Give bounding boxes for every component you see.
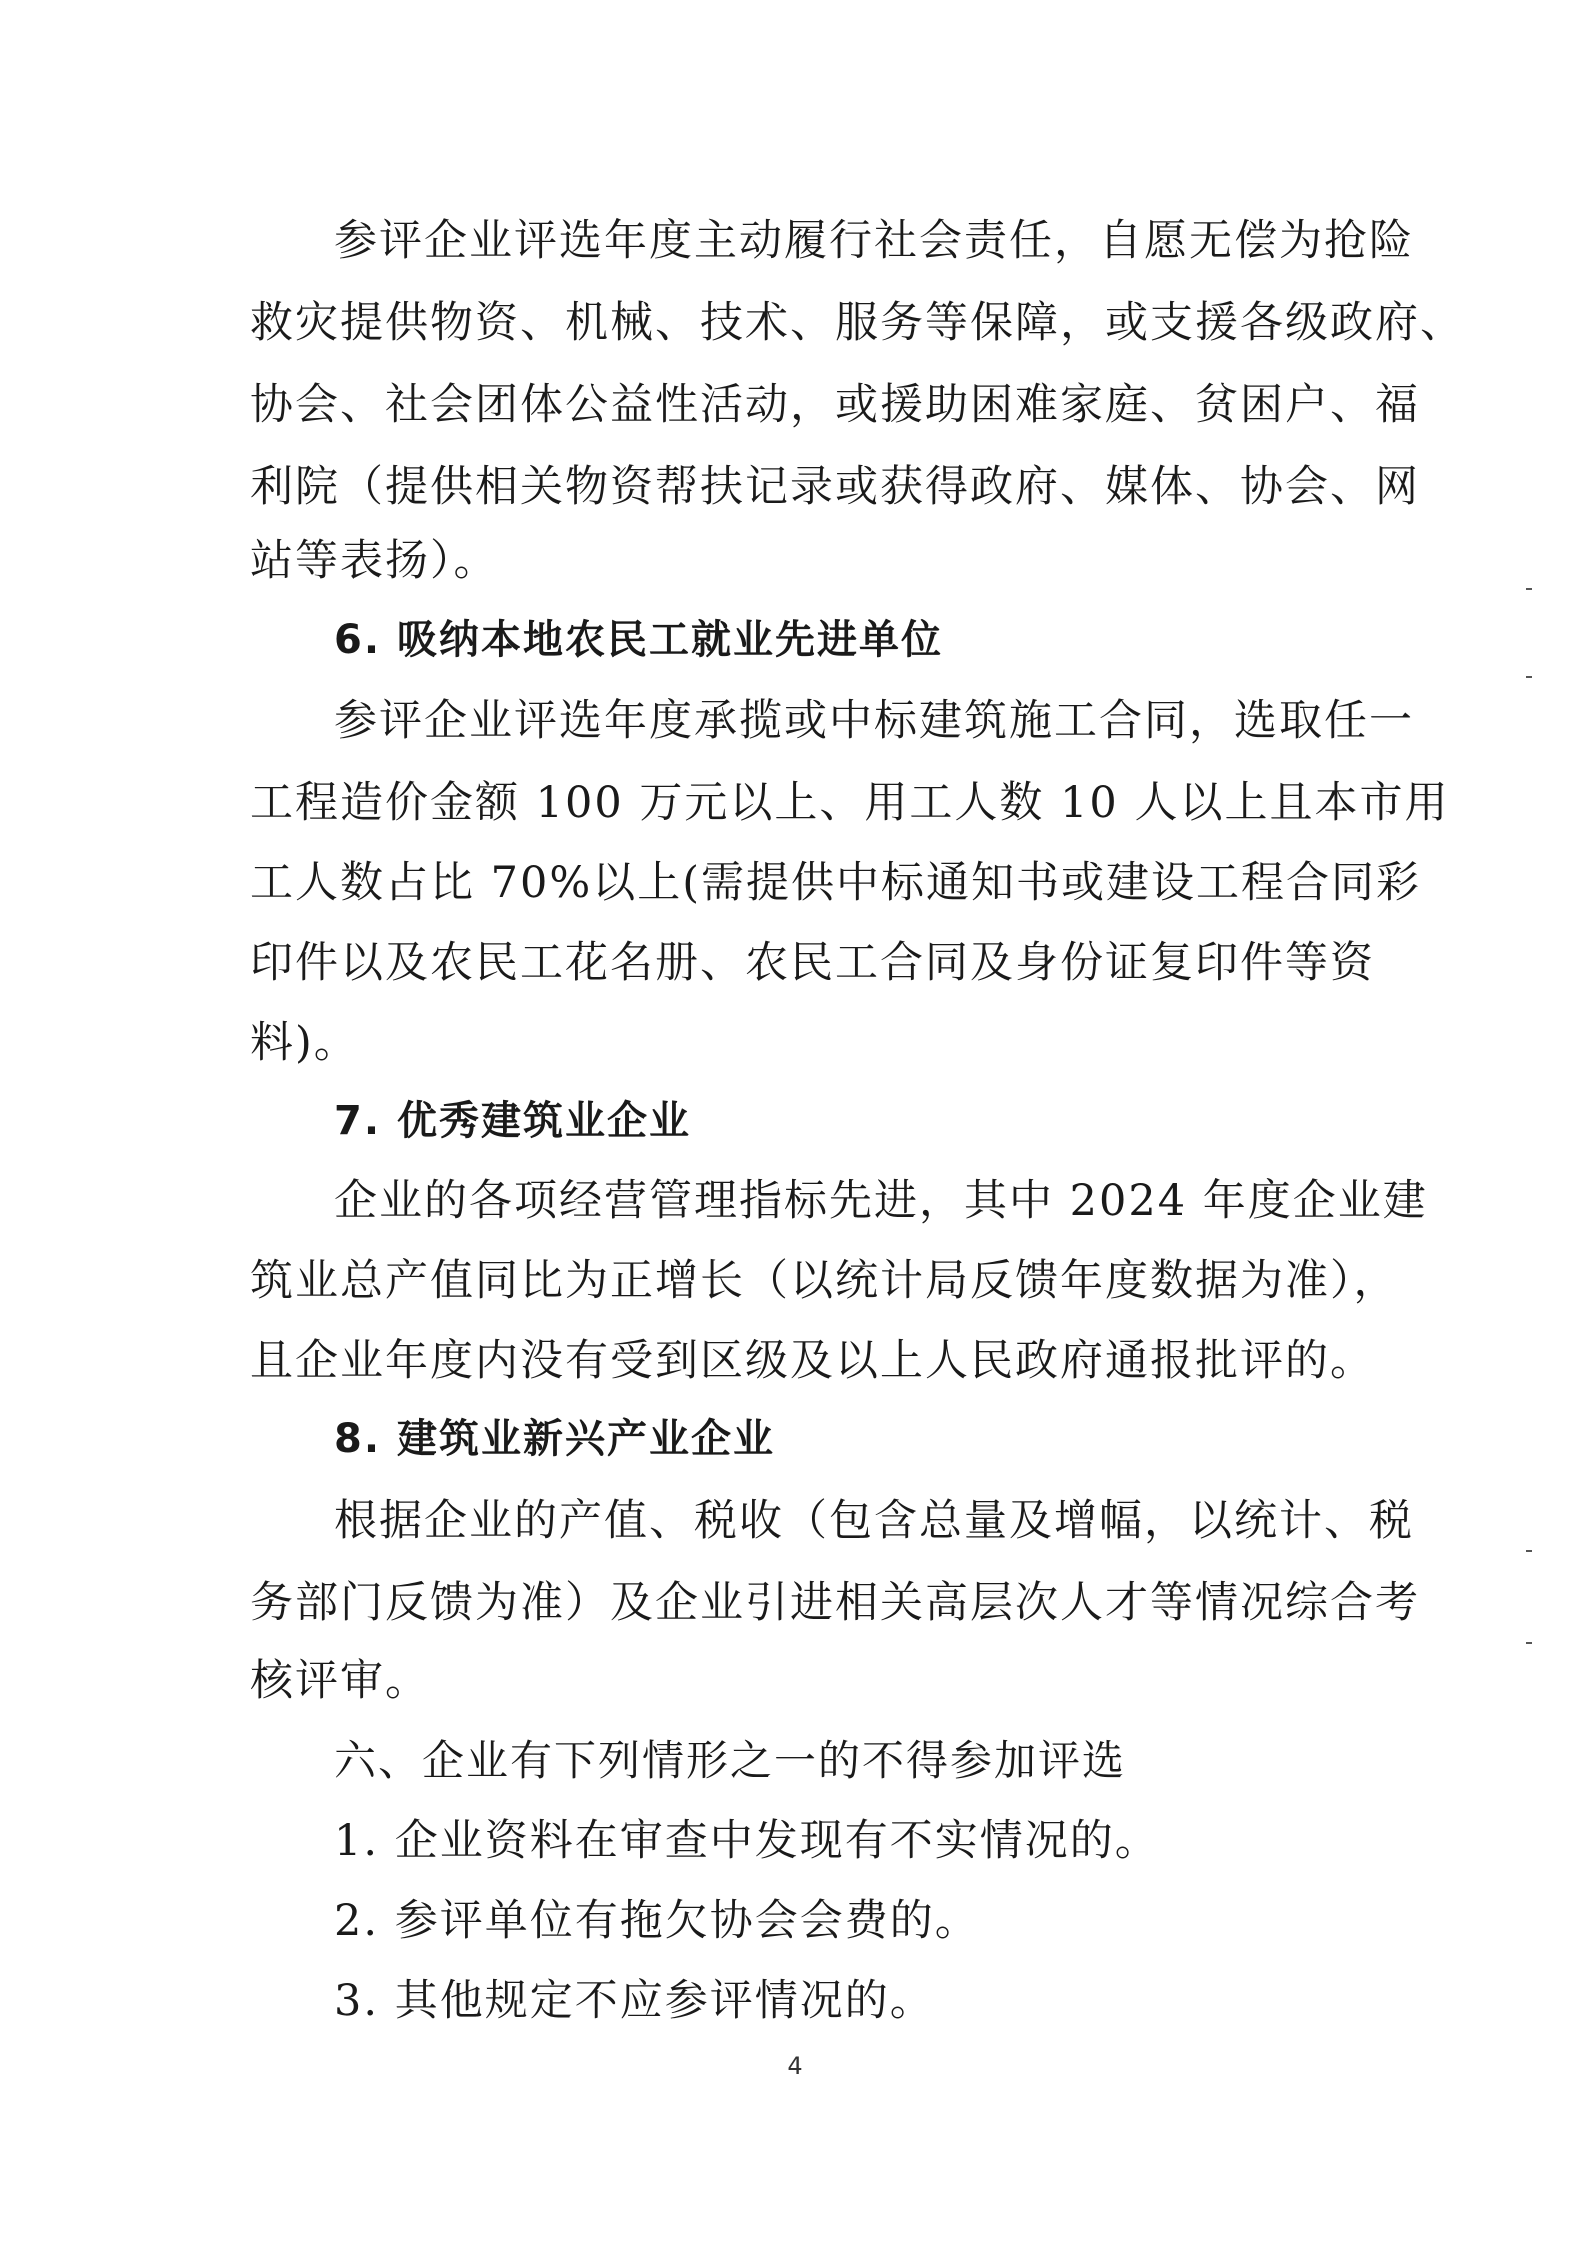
list-item: 2. 参评单位有拖欠协会会费的。: [334, 1896, 980, 1946]
paragraph-line: 企业的各项经营管理指标先进，其中 2024 年度企业建: [334, 1176, 1428, 1226]
paragraph-line: 参评企业评选年度承揽或中标建筑施工合同，选取任一: [334, 696, 1414, 746]
page-number: 4: [787, 2052, 803, 2080]
paragraph-line: 核评审。: [250, 1656, 430, 1706]
paragraph-line: 参评企业评选年度主动履行社会责任，自愿无偿为抢险: [334, 216, 1414, 266]
paragraph-line: 根据企业的产值、税收（包含总量及增幅，以统计、税: [334, 1496, 1414, 1546]
paragraph-line: 料)。: [250, 1018, 359, 1068]
section-heading-6: 六、企业有下列情形之一的不得参加评选: [334, 1736, 1127, 1785]
scan-mark: [1526, 588, 1532, 590]
paragraph-line: 务部门反馈为准）及企业引进相关高层次人才等情况综合考: [250, 1578, 1420, 1628]
paragraph-line: 工程造价金额 100 万元以上、用工人数 10 人以上且本市用: [250, 778, 1450, 828]
scan-mark: [1526, 1550, 1532, 1552]
paragraph-line: 利院（提供相关物资帮扶记录或获得政府、媒体、协会、网: [250, 462, 1420, 512]
list-item: 1. 企业资料在审查中发现有不实情况的。: [334, 1816, 1160, 1866]
item-heading-7: 7. 优秀建筑业企业: [334, 1098, 691, 1144]
item-heading-8: 8. 建筑业新兴产业企业: [334, 1416, 775, 1462]
paragraph-line: 站等表扬）。: [250, 536, 499, 586]
paragraph-line: 且企业年度内没有受到区级及以上人民政府通报批评的。: [250, 1336, 1375, 1386]
item-heading-6: 6. 吸纳本地农民工就业先进单位: [334, 617, 943, 663]
paragraph-line: 工人数占比 70%以上(需提供中标通知书或建设工程合同彩: [250, 858, 1422, 908]
paragraph-line: 协会、社会团体公益性活动，或援助困难家庭、贫困户、福: [250, 380, 1420, 430]
list-item: 3. 其他规定不应参评情况的。: [334, 1976, 935, 2026]
scan-mark: [1526, 676, 1532, 678]
paragraph-line: 救灾提供物资、机械、技术、服务等保障，或支援各级政府、: [250, 298, 1465, 348]
scan-mark: [1526, 1642, 1532, 1644]
paragraph-line: 印件以及农民工花名册、农民工合同及身份证复印件等资: [250, 938, 1375, 988]
paragraph-line: 筑业总产值同比为正增长（以统计局反馈年度数据为准），: [250, 1256, 1399, 1306]
